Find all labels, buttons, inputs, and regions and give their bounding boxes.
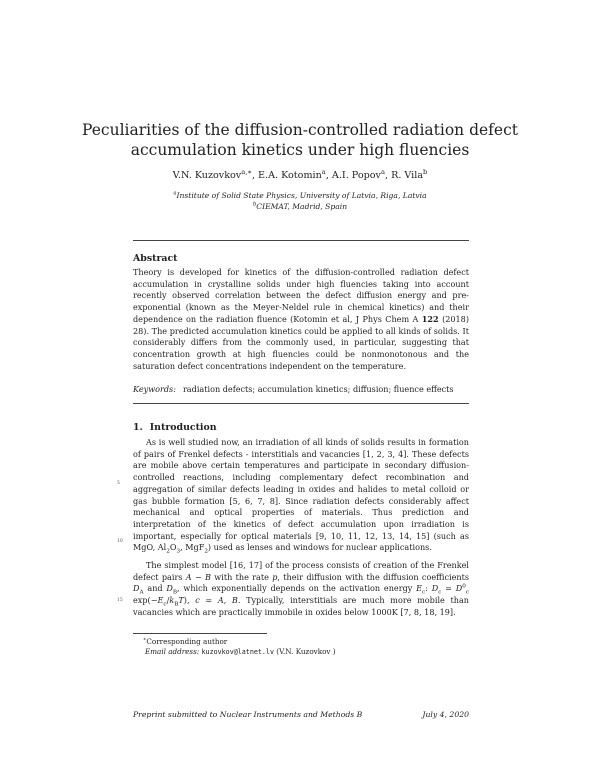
footnote-email [133,647,481,657]
section-heading [133,422,217,433]
intro-text: O [169,542,177,553]
paper-title: Peculiarities of the diffusion-controlled radiation defect accumulation kinetics under high fluencies [82,121,518,159]
line-number: 15 [117,598,123,603]
intro-text: , MgF [180,542,205,553]
author-separator: , [251,170,259,181]
footnote-rule [133,633,267,634]
author-list [60,167,540,181]
abstract-text-part: (2018) 28). The predicted accumulation kinetics could be applied to all kinds of solids. It considerably differs from the commonly used, in particular, suggesting that concentration growth at high fluencies could be nonmonotonous and the saturation defect concentrations independent on the temperature. [133,313,469,371]
subscript: c [438,590,442,597]
intro-text: . Typically, interstitials are much more mobile than vacancies which are practically immobile in oxides below 1000K [7, 8, 18, 19]. [133,595,469,617]
abstract-volume: 122 [421,313,439,324]
intro-paragraph-2 [133,560,469,619]
footer-date: July 4, 2020 [422,710,469,719]
affiliation-mark: b [252,200,257,207]
abstract-heading: Abstract [133,253,178,264]
author-name: V.N. Kuzovkov [172,170,242,181]
email-link[interactable]: kuzovkov@latnet.lv [201,648,274,656]
math-expr: A − B [185,571,211,582]
intro-text: As is well studied now, an irradiation of all kinds of solids results in formation of pairs of Frenkel defects - interstitials and vacancies [1, 2, 3, 4]. These defects are mobile above certain temperatures and participate in secondary diffusion-controlled reactions, including complementary defect recombination and aggregation of similar defects leading in oxides and halides to metal colloid or gas bubble formation [5, 6, 7, 8]. Since radiation defects considerably affect mechanical and optical properties of materials. Thus prediction and interpretation of the kinetics of defect accumulation upon irradiation is important, especially for optical materials [9, 10, 11, 12, 13, 14, 15] (such as MgO, Al [133,437,469,553]
author-name: A.I. Popov [331,170,381,181]
intro-text: , which exponentially depends on the activation energy [177,583,417,594]
intro-text: The simplest model [16, 17] of the process consists of creation of the Frenkel defect pairs [133,560,469,582]
intro-text: and [143,583,167,594]
subscript: c [163,601,167,608]
intro-text: : [425,583,432,594]
intro-text: = [441,583,456,594]
line-number: 5 [117,481,120,486]
affiliation-line [60,202,540,213]
superscript: 0 [462,583,466,590]
intro-text: / [166,595,170,606]
subscript: B [174,601,179,608]
abstract-text-part: Theory is developed for kinetics of the diffusion-controlled radiation defect accumulation in crystalline solids under high fluencies taking into account recently observed correlation between the defect diffusion energy and pre-exponential (known as the Meyer-Neldel rule in chemical kinetics) and their dependence on the radiation fluence (Kotomin et al, J Phys Chem A [133,267,469,324]
email-label: Email address: [145,647,200,656]
abstract-top-rule [133,240,469,241]
math-expr: E [157,595,164,606]
author-affil-mark: a [380,167,385,176]
section-title: Introduction [149,422,217,433]
affiliations [60,191,540,212]
subscript: c [422,590,426,597]
math-expr: c [195,595,200,606]
math-expr: A, B [217,595,238,606]
math-expr: T [178,595,184,606]
keywords-text: radiation defects; accumulation kinetics; diffusion; fluence effects [182,384,454,394]
footnote-text: (V.N. Kuzovkov ) [274,647,336,656]
intro-paragraph-1 [133,437,469,554]
subscript: A [139,590,144,597]
math-expr: D [133,583,140,594]
math-expr: E [416,583,423,594]
footnote-text: Corresponding author [146,637,228,646]
subscript: c [465,590,469,597]
subscript: 2 [166,548,170,555]
intro-text: , their diffusion with the diffusion coefficients [277,571,469,582]
section-number: 1. [133,422,143,433]
subscript: 3 [176,548,181,555]
affiliation-text: CIEMAT, Madrid, Spain [256,201,348,211]
footer-journal: Preprint submitted to Nuclear Instruments and Methods B [133,710,363,719]
affiliation-mark: a [173,190,177,197]
abstract-text [133,267,469,372]
intro-text: ) used as lenses and windows for nuclear applications. [207,542,432,553]
affiliation-line [60,191,540,202]
intro-text: with the rate [211,571,273,582]
author-separator: , [384,170,392,181]
author-affil-mark: a [321,167,326,176]
math-expr: D [431,583,439,594]
author-name: R. Vila [391,170,424,181]
math-expr: p [272,571,278,582]
intro-text: = [199,595,218,606]
subscript: B [172,590,178,597]
intro-text: exp(− [133,595,158,606]
math-expr: D [166,583,173,594]
author-name: E.A. Kotomin [258,170,322,181]
intro-text: ), [183,595,196,606]
subscript: 2 [204,548,208,555]
math-expr: D [455,583,463,594]
author-affil-mark: b [423,167,428,176]
keywords-label: Keywords: [133,384,176,394]
line-number: 10 [117,539,123,544]
footnote-mark: ∗ [143,636,147,643]
math-expr: k [169,595,175,606]
keywords [133,384,469,394]
author-affil-mark: a,∗ [241,167,252,176]
author-separator: , [325,170,332,181]
affiliation-text: Institute of Solid State Physics, University of Latvia, Riga, Latvia [176,191,427,200]
abstract-bottom-rule [133,403,469,404]
footnote-corresponding [133,637,479,647]
